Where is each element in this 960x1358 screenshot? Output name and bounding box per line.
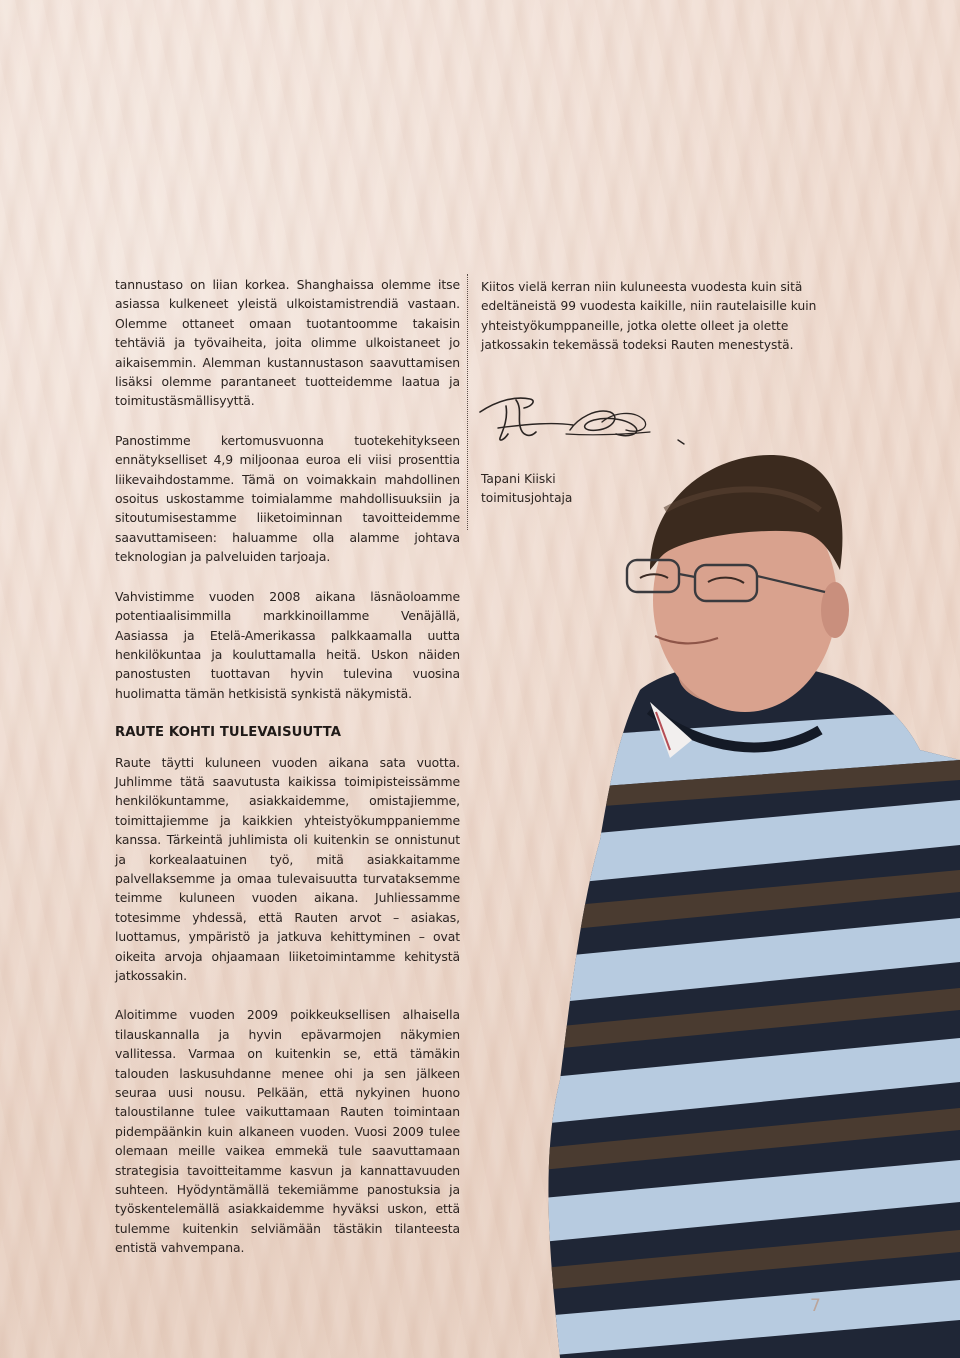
portrait-photo — [520, 440, 960, 1358]
section-heading: RAUTE KOHTI TULEVAISUUTTA — [115, 725, 342, 741]
signer-name: Tapani Kiiski — [481, 472, 556, 486]
paragraph-production: tannustaso on liian korkea. Shanghaissa olemme itse asiassa kulkeneet yleistä ulkoistamistrendiä vastaan. Olemme ottaneet omaan tuotantoomme takaisin tehtäviä ja työvaiheita, joita olimme ulkoistaneet jo aikaisemmin. Alemman kustannustason saavuttamisen lisäksi olemme parantaneet tuotteidemme laatua ja toimitustäsmällisyyttä. — [115, 277, 460, 409]
paragraph-markets: Vahvistimme vuoden 2008 aikana läsnäoloamme potentiaalisimmilla markkinoillamme Venäjällä, Aasiassa ja Etelä-Amerikassa palkkaamalla uutta henkilökuntaa ja kouluttamalla heitä. Uskon näiden panostusten tuottavan hyvin tulevina vuosina huolimatta tämän hetkisistä synkistä näkymistä. — [115, 588, 460, 701]
paragraph-thanks: Kiitos vielä kerran niin kuluneesta vuodesta kuin sitä edeltäneistä 99 vuodesta kaikille, niin rautelaisille kuin yhteistyökumppaneille, jotka olette olleet ja olette jatkossakin tekemässä todeksi Rauten menestystä. — [481, 280, 817, 353]
right-text-column — [481, 278, 831, 356]
left-text-column — [115, 275, 460, 1278]
paragraph-outlook: Aloitimme vuoden 2009 poikkeuksellisen alhaisella tilauskannalla ja hyvin epävarmojen näkymien vallitessa. Varmaa on kuitenkin se, että tämäkin talouden laskusuhdanne menee ohi ja sen jälkeen seuraa uusi nousu. Pelkään, että nykyinen huono taloustilanne tulee vaikuttamaan Rauten toimintaan pidempäänkin kuin alkaneen vuoden. Vuosi 2009 tulee olemaan meille vaikea emmekä tule saavuttamaan strategisia tavoitteitamme kasvun ja kannattavuuden suhteen. Hyödyntämällä tekemiämme panostuksia ja työskentelemällä asiakkaidemme hyväksi uskon, että tulemme kuitenkin selviämään tästäkin tilanteesta entistä vahvempana. — [115, 1007, 460, 1256]
sweater — [520, 662, 960, 1358]
page-number: 7 — [810, 1296, 821, 1316]
signer-title: toimitusjohtaja — [481, 491, 573, 505]
paragraph-centenary: Raute täytti kuluneen vuoden aikana sata vuotta. Juhlimme tätä saavutusta kaikissa toimipisteissämme henkilökuntamme, asiakkaidemme, omistajiemme, toimittajiemme ja kaikkien yhteistyökumppaniemme kanssa. Tärkeintä juhlimista oli kuitenkin se onnistunut ja korkealaatuinen työ, mitä asiakkaitamme palvellaksemme ja omaa tulevaisuutta turvataksemme teimme kuluneen vuoden aikana. Juhliessamme totesimme yhdessä, että Rauten arvot – asiakas, luottamus, ympäristö ja jatkuva kehittyminen – ovat oikeita arvoja ohjaamaan liiketoimintamme kehitystä jatkossakin. — [115, 754, 460, 983]
column-divider — [467, 274, 468, 530]
paragraph-product-development: Panostimme kertomusvuonna tuotekehitykseen ennätykselliset 4,9 miljoonaa euroa eli viisi prosenttia liikevaihdostamme. Tämä on voimakkain mahdollinen osoitus uskostamme toimialamme mahdollisuuksiin ja sitoutumisestamme liiketoiminnan tavoitteidemme saavuttamiseen: haluamme olla alamme johtava teknologian ja palveluiden tarjoaja. — [115, 432, 460, 565]
